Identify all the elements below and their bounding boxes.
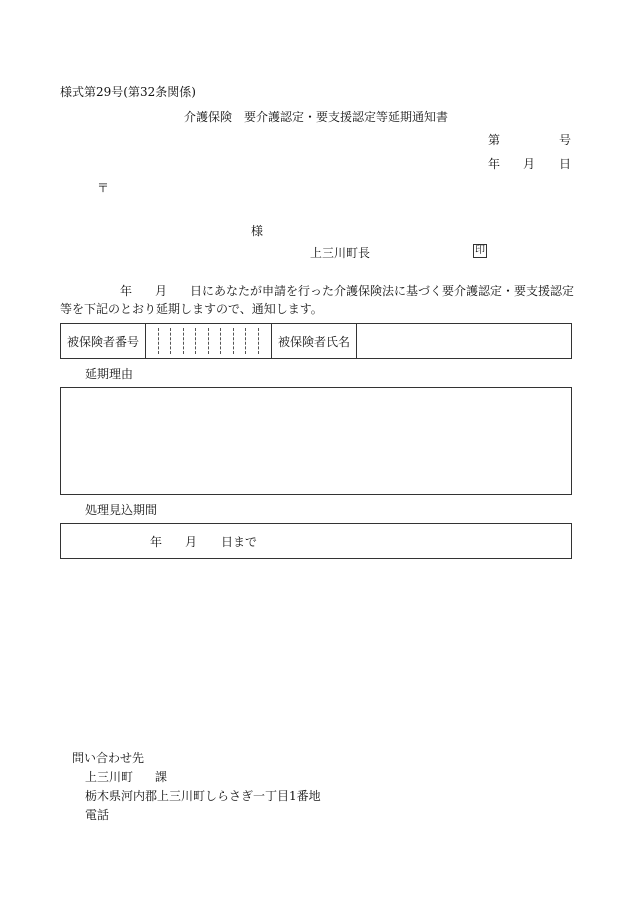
doc-number-prefix: 第 [488,133,501,147]
body-line1-text: 日にあなたが申請を行った介護保険法に基づく要介護認定・要支援認定 [190,284,575,298]
document-title: 介護保険 要介護認定・要支援認定等延期通知書 [184,110,449,124]
date-year: 年 [488,157,501,171]
digit-separator [195,328,196,354]
digit-separator [158,328,159,354]
body-year: 年 [120,284,133,298]
insured-name-label: 被保険者氏名 [277,334,350,349]
digit-separator [183,328,184,354]
postal-mark: 〒 [97,181,110,195]
body-month: 月 [155,284,168,298]
period-until: 日まで [221,535,258,549]
insured-name-field[interactable] [357,324,571,358]
recipient-honorific: 様 [251,224,264,238]
contact-office: 上三川町 [85,770,134,784]
digit-separator [258,328,259,354]
period-label: 処理見込期間 [85,503,158,517]
period-month: 月 [185,535,198,549]
insured-number-field[interactable] [146,324,271,358]
seal-mark: 印 [475,245,485,256]
digit-separator [220,328,221,354]
digit-separator [208,328,209,354]
period-year: 年 [150,535,163,549]
digit-separator [233,328,234,354]
contact-address: 栃木県河内郡上三川町しらさぎ一丁目1番地 [85,789,321,803]
digit-separator [245,328,246,354]
doc-number-suffix: 号 [559,133,572,147]
reason-box[interactable] [60,387,572,495]
date-day: 日 [559,157,572,171]
digit-separator [170,328,171,354]
date-month: 月 [523,157,536,171]
contact-phone-label: 電話 [85,808,110,822]
issuer-name: 上三川町長 [310,246,371,260]
reason-label: 延期理由 [85,367,134,381]
body-line2-text: 等を下記のとおり延期しますので、通知します。 [60,302,323,316]
insured-number-label: 被保険者番号 [66,334,139,349]
contact-heading: 問い合わせ先 [72,751,145,765]
contact-section: 課 [155,770,168,784]
form-number: 様式第29号(第32条関係) [60,85,196,99]
insured-table [60,323,572,359]
period-box[interactable] [60,523,572,559]
